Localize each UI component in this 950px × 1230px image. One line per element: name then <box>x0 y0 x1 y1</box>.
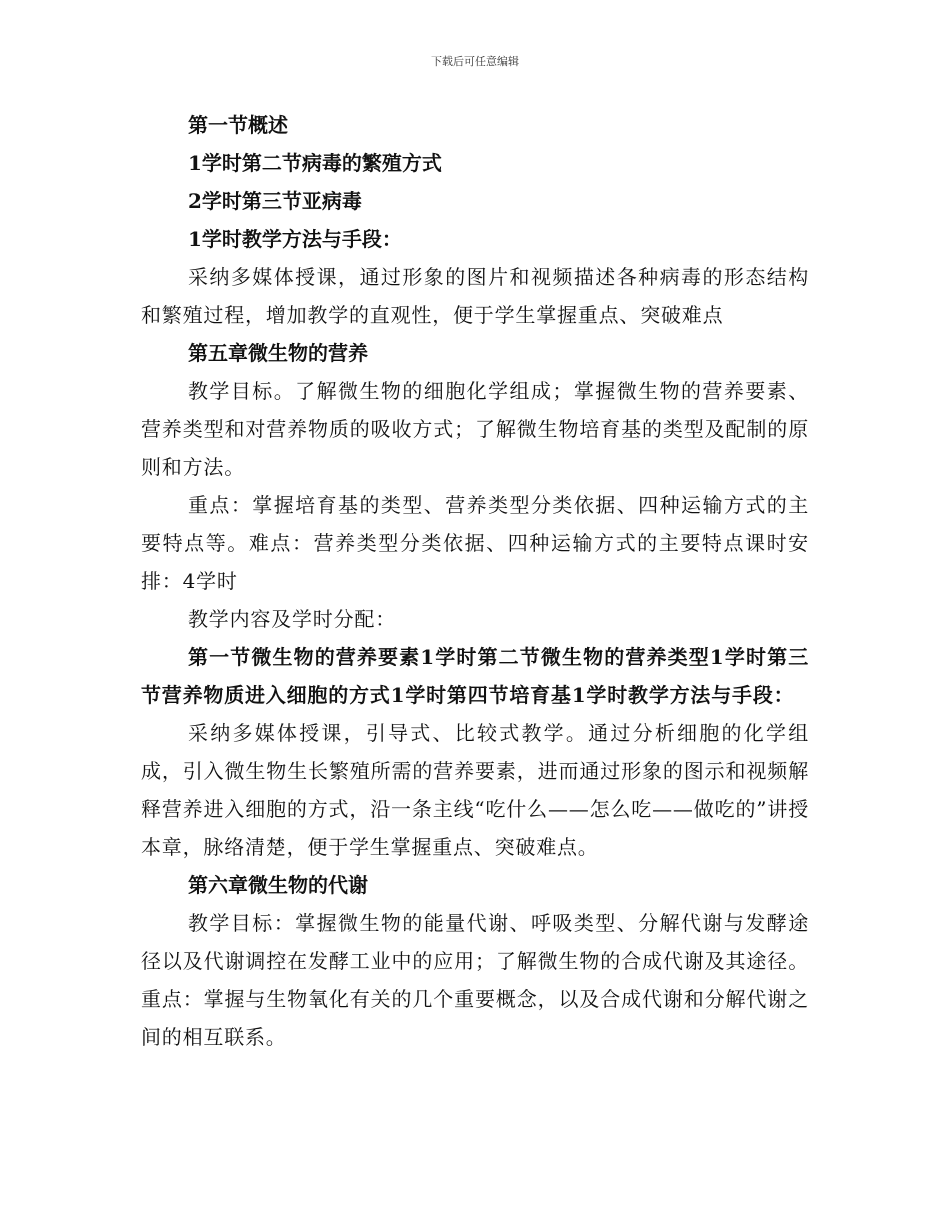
paragraph-virus-teaching: 采纳多媒体授课，通过形象的图片和视频描述各种病毒的形态结构和繁殖过程，增加教学的直观性，便于学生掌握重点、突破难点 <box>141 265 809 327</box>
paragraph-content-allocation: 教学内容及学时分配： <box>188 607 396 631</box>
paragraph-nutrition-key-points: 重点：掌握培育基的类型、营养类型分类依据、四种运输方式的主要特点等。难点：营养类型分类依据、四种运输方式的主要特点课时安排：4学时 <box>141 493 809 593</box>
section-heading-subvirus: 2学时第三节亚病毒 <box>188 189 362 213</box>
document-body <box>141 106 809 1056</box>
section-heading-teaching-methods: 1学时教学方法与手段： <box>188 227 402 251</box>
chapter-heading-metabolism: 第六章微生物的代谢 <box>188 873 368 897</box>
page-header: 下载后可任意编辑 <box>431 55 519 68</box>
section-heading-overview: 第一节概述 <box>188 113 288 137</box>
paragraph-nutrition-sections: 第一节微生物的营养要素1学时第二节微生物的营养类型1学时第三节营养物质进入细胞的方式1学时第四节培育基1学时教学方法与手段： <box>141 645 809 707</box>
paragraph-nutrition-objectives: 教学目标。了解微生物的细胞化学组成；掌握微生物的营养要素、营养类型和对营养物质的吸收方式；了解微生物培育基的类型及配制的原则和方法。 <box>141 379 809 479</box>
section-heading-virus-reproduction: 1学时第二节病毒的繁殖方式 <box>188 151 442 175</box>
paragraph-nutrition-teaching: 采纳多媒体授课，引导式、比较式教学。通过分析细胞的化学组成，引入微生物生长繁殖所需的营养要素，进而通过形象的图示和视频解释营养进入细胞的方式，沿一条主线“吃什么——怎么吃——做吃的”讲授本章，脉络清楚，便于学生掌握重点、突破难点。 <box>141 721 809 859</box>
chapter-heading-nutrition: 第五章微生物的营养 <box>188 341 368 365</box>
paragraph-metabolism-objectives: 教学目标：掌握微生物的能量代谢、呼吸类型、分解代谢与发酵途径以及代谢调控在发酵工业中的应用；了解微生物的合成代谢及其途径。重点：掌握与生物氧化有关的几个重要概念，以及合成代谢和分解代谢之间的相互联系。 <box>141 911 809 1049</box>
